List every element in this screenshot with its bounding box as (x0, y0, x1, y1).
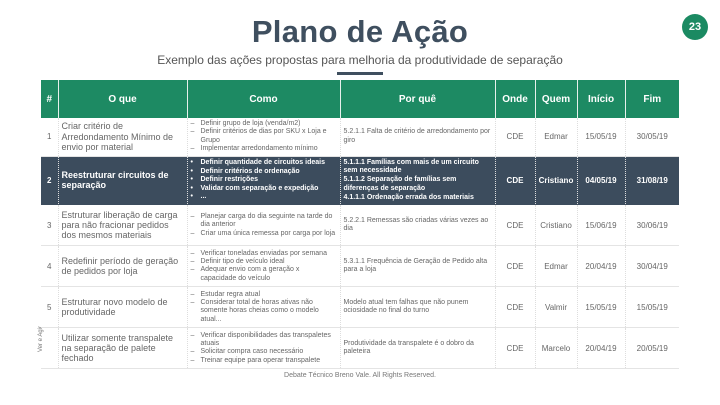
action-plan-table (41, 80, 679, 369)
how-step: – Adequar envio com a geração x capacidade do veículo (191, 266, 337, 283)
row-why (340, 118, 495, 156)
row-how (187, 205, 340, 246)
how-step: – Definir critérios de dias por SKU x Loja e Grupo (191, 128, 337, 145)
row-who: Edmar (535, 246, 577, 287)
row-where: CDE (495, 156, 535, 205)
how-step: • Definir quantidade de circuitos ideais (191, 159, 337, 167)
how-step: – Planejar carga do dia seguinte na tarde do dia anterior (191, 213, 337, 230)
row-number: 2 (41, 156, 58, 205)
row-number (41, 328, 58, 369)
why-text: Modelo atual tem falhas que não punem ociosidade no final do turno (343, 298, 469, 315)
row-start-date: 20/04/19 (577, 246, 625, 287)
row-end-date: 15/05/19 (625, 287, 679, 328)
row-what: Criar critério de Arredondamento Mínimo de envio por material (58, 118, 187, 156)
how-step: – Definir tipo de veículo ideal (191, 258, 337, 266)
how-steps-list (191, 250, 337, 284)
page-number-badge: 23 (682, 14, 708, 40)
row-start-date: 04/05/19 (577, 156, 625, 205)
how-step: • Definir restrições (191, 176, 337, 184)
table-row-highlighted (41, 156, 679, 205)
table-row (41, 287, 679, 328)
how-steps-list (191, 159, 337, 201)
row-start-date: 20/04/19 (577, 328, 625, 369)
why-text: 5.2.1.1 Falta de critério de arredondamento por giro (343, 128, 491, 144)
column-header-quem: Quem (535, 80, 577, 118)
row-what: Reestruturar circuitos de separação (58, 156, 187, 205)
row-start-date: 15/05/19 (577, 287, 625, 328)
row-who: Cristiano (535, 205, 577, 246)
row-end-date: 30/05/19 (625, 118, 679, 156)
row-where: CDE (495, 246, 535, 287)
how-step: • ... (191, 193, 337, 201)
how-steps-list (191, 332, 337, 366)
title-underline (337, 72, 383, 75)
row-number: 3 (41, 205, 58, 246)
how-step: – Estudar regra atual (191, 291, 337, 299)
row-what: Estruturar liberação de carga para não fracionar pedidos dos mesmos materiais (58, 205, 187, 246)
row-number: 4 (41, 246, 58, 287)
row-where: CDE (495, 118, 535, 156)
row-who: Edmar (535, 118, 577, 156)
page-title: Plano de Ação (251, 14, 469, 49)
row-end-date: 30/06/19 (625, 205, 679, 246)
row-where: CDE (495, 205, 535, 246)
how-steps-list (191, 120, 337, 154)
row-who: Valmir (535, 287, 577, 328)
row-start-date: 15/05/19 (577, 118, 625, 156)
how-step: – Verificar toneladas enviadas por semana (191, 250, 337, 258)
column-header-num: # (41, 80, 58, 118)
how-step: • Validar com separação e expedição (191, 185, 337, 193)
how-step: • Definir critérios de ordenação (191, 168, 337, 176)
page-subtitle: Exemplo das ações propostas para melhoria da produtividade de separação (157, 53, 563, 67)
column-header-o-que: O que (58, 80, 187, 118)
why-text: 5.3.1.1 Frequência de Geração de Pedido alta para a loja (343, 257, 488, 274)
why-text: 5.2.2.1 Remessas são criadas várias vezes ao dia (343, 216, 489, 233)
row-what: Estruturar novo modelo de produtividade (58, 287, 187, 328)
table-row (41, 328, 679, 369)
table-row (41, 118, 679, 156)
how-steps-list (191, 213, 337, 238)
row-end-date: 20/05/19 (625, 328, 679, 369)
row-start-date: 15/06/19 (577, 205, 625, 246)
how-step: – Solicitar compra caso necessário (191, 348, 337, 356)
row-who: Marcelo (535, 328, 577, 369)
how-step: – Treinar equipe para operar transpalete (191, 357, 337, 365)
how-step: – Criar uma única remessa por carga por loja (191, 230, 337, 238)
how-step: – Definir grupo de loja (venda/m2) (191, 120, 337, 128)
row-number: 1 (41, 118, 58, 156)
table-row (41, 205, 679, 246)
row-why (340, 246, 495, 287)
row-how (187, 156, 340, 205)
row-where: CDE (495, 287, 535, 328)
row-why (340, 328, 495, 369)
column-header-fim: Fim (625, 80, 679, 118)
row-end-date: 31/08/19 (625, 156, 679, 205)
how-steps-list (191, 291, 337, 325)
row-end-date: 30/04/19 (625, 246, 679, 287)
column-header-como: Como (187, 80, 340, 118)
why-text: 5.1.1.1 Famílias com mais de um circuito sem necessidade 5.1.1.2 Separação de famílias sem diferenças de separação 4.1.1.1 Ordenação errada dos materiais (343, 158, 479, 201)
why-text: Produtividade da transpalete é o dobro da paleteira (343, 339, 474, 356)
row-what: Utilizar somente transpalete na separação de palete fechado (58, 328, 187, 369)
row-who: Cristiano (535, 156, 577, 205)
table-header-row (41, 80, 679, 118)
row-why (340, 205, 495, 246)
how-step: – Verificar disponibilidades das transpaletes atuais (191, 332, 337, 349)
table-row (41, 246, 679, 287)
row-what: Redefinir período de geração de pedidos por loja (58, 246, 187, 287)
how-step: – Considerar total de horas ativas não somente horas cheias como o modelo atual... (191, 299, 337, 324)
row-how (187, 246, 340, 287)
row-where: CDE (495, 328, 535, 369)
how-step: – Implementar arredondamento mínimo (191, 145, 337, 153)
row-how (187, 328, 340, 369)
row-how (187, 287, 340, 328)
row-why (340, 287, 495, 328)
column-header-inicio: Início (577, 80, 625, 118)
row-why (340, 156, 495, 205)
column-header-por-que: Por quê (340, 80, 495, 118)
row-how (187, 118, 340, 156)
column-header-onde: Onde (495, 80, 535, 118)
footer-copyright: Debate Técnico Breno Vale. All Rights Reserved. (284, 372, 436, 379)
side-label: Ver e Agir (38, 325, 44, 352)
row-number: 5 (41, 287, 58, 328)
